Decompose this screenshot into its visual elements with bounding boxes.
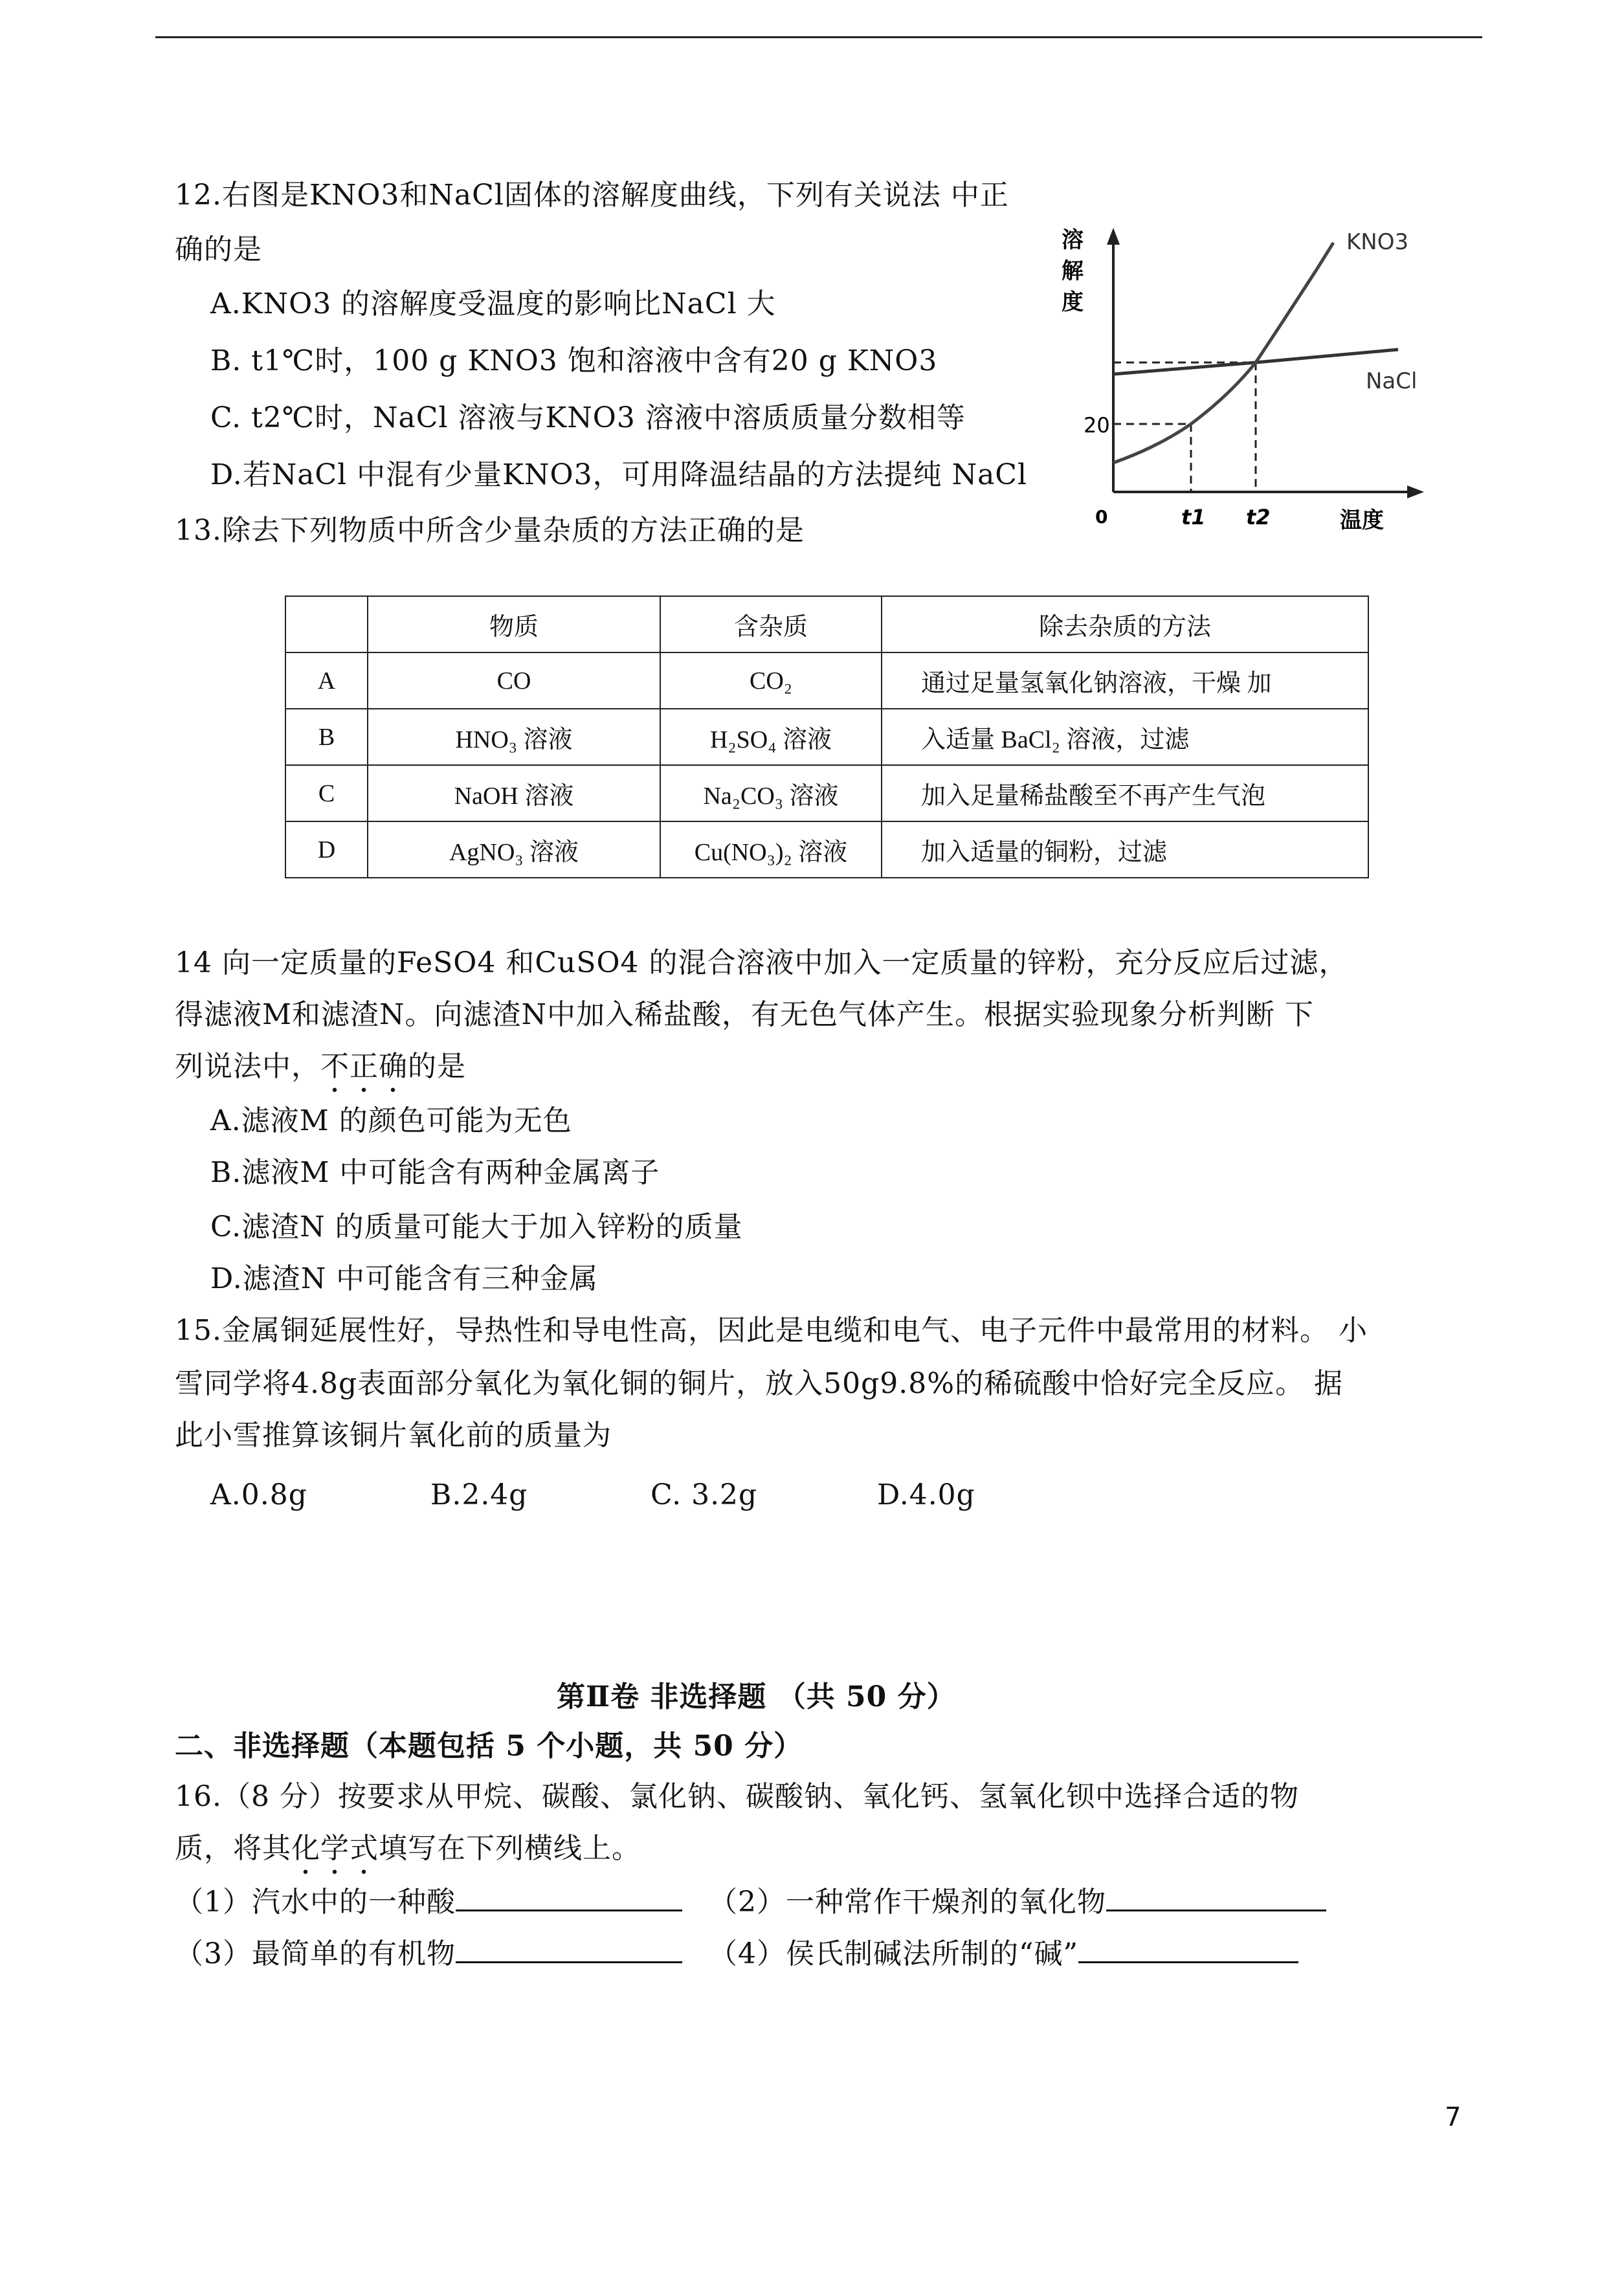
y-tick-20: 20 <box>1084 413 1110 438</box>
section-title: 第Ⅱ卷 非选择题 （共 50 分） <box>557 1680 956 1713</box>
table-cell: H₂SO₄ 溶液 <box>660 709 882 765</box>
y-axis-arrow <box>1107 228 1120 245</box>
q14-line3-pre: 列说法中， <box>175 1050 320 1083</box>
series-kno3-curve-tail <box>1317 243 1333 269</box>
q13-title: 13.除去下列物质中所含少量杂质的方法正确的是 <box>175 514 805 547</box>
q16-item-4-label: （4）侯氏制碱法所制的“碱” <box>709 1937 1078 1970</box>
table-row <box>285 652 1368 709</box>
table-cell: NaOH 溶液 <box>368 765 660 821</box>
q12-line1: 12.右图是KNO3和NaCl固体的溶解度曲线，下列有关说法 中正 <box>175 179 1009 212</box>
q14-option-a: A.滤液M 的颜色可能为无色 <box>210 1104 572 1137</box>
q14-line2: 得滤液M和滤渣N。向滤渣N中加入稀盐酸，有无色气体产生。根据实验现象分析判断 下 <box>175 998 1315 1031</box>
answer-blank[interactable] <box>456 1933 682 1963</box>
legend-nacl: NaCl <box>1366 368 1418 394</box>
y-label-1: 溶 <box>1062 227 1084 253</box>
q16-item-1-label: （1）汽水中的一种酸 <box>175 1886 456 1919</box>
y-label-3: 度 <box>1062 289 1084 315</box>
table-cell: 入适量 BaCl₂ 溶液，过滤 <box>882 709 1368 765</box>
q14-emphasis: 不正确 <box>320 1050 408 1083</box>
q15-option-b: B.2.4g <box>430 1478 528 1511</box>
q16-line2-pre: 质，将其 <box>175 1832 291 1865</box>
table-cell: 加入足量稀盐酸至不再产生气泡 <box>882 765 1368 821</box>
q16-line2 <box>175 1829 641 1881</box>
x-tick-t1: t1 <box>1181 505 1206 529</box>
header-cell <box>285 596 368 652</box>
q13-table <box>285 596 1369 878</box>
section-subtitle: 二、非选择题（本题包括 5 个小题，共 50 分） <box>175 1730 803 1763</box>
q16-line2-post: 填写在下列横线上。 <box>379 1832 641 1865</box>
q12-option-b: B. t1℃时，100 g KNO3 饱和溶液中含有20 g KNO3 <box>210 344 938 377</box>
q16-item-1 <box>175 1881 682 1922</box>
header-cell: 物质 <box>368 596 660 652</box>
q15-line1: 15.金属铜延展性好，导热性和导电性高，因此是电缆和电气、电子元件中最常用的材料。 小 <box>175 1314 1368 1347</box>
y-label-2: 解 <box>1062 258 1084 284</box>
x-axis-label: 温度 <box>1340 507 1384 533</box>
q16-item-2-label: （2）一种常作干燥剂的氧化物 <box>709 1886 1106 1919</box>
table-cell: CO <box>368 652 660 709</box>
page-number: 7 <box>1445 2102 1462 2132</box>
answer-blank[interactable] <box>1106 1881 1326 1911</box>
table-row <box>285 821 1368 878</box>
table-cell: 通过足量氢氧化钠溶液，干燥 加 <box>882 652 1368 709</box>
table-cell: HNO₃ 溶液 <box>368 709 660 765</box>
solubility-chart <box>1062 207 1437 544</box>
table-cell: C <box>285 765 368 821</box>
table-cell: A <box>285 652 368 709</box>
q14-option-d: D.滤渣N 中可能含有三种金属 <box>210 1262 599 1295</box>
q16-line1: 16.（8 分）按要求从甲烷、碳酸、氯化钠、碳酸钠、氧化钙、氢氧化钡中选择合适的物 <box>175 1780 1299 1813</box>
table-cell: Cu(NO₃)₂ 溶液 <box>660 821 882 878</box>
header-cell: 除去杂质的方法 <box>882 596 1368 652</box>
q16-item-3-label: （3）最简单的有机物 <box>175 1937 456 1970</box>
table-cell: CO₂ <box>660 652 882 709</box>
x-axis-arrow <box>1407 485 1424 498</box>
q14-line3-post: 的是 <box>408 1050 466 1083</box>
header-rule <box>155 36 1482 38</box>
q15-option-c: C. 3.2g <box>651 1478 758 1511</box>
q15-line3: 此小雪推算该铜片氧化前的质量为 <box>175 1419 612 1452</box>
q16-item-3 <box>175 1933 682 1974</box>
header-cell: 含杂质 <box>660 596 882 652</box>
q14-option-b: B.滤液M 中可能含有两种金属离子 <box>210 1156 660 1189</box>
table-row <box>285 765 1368 821</box>
q12-option-c: C. t2℃时，NaCl 溶液与KNO3 溶液中溶质质量分数相等 <box>210 401 966 434</box>
q15-option-d: D.4.0g <box>877 1478 975 1511</box>
q16-emphasis: 化学式 <box>291 1832 379 1865</box>
answer-blank[interactable] <box>1078 1933 1298 1963</box>
table-cell: Na₂CO₃ 溶液 <box>660 765 882 821</box>
legend-kno3: KNO3 <box>1346 229 1409 255</box>
origin-label: 0 <box>1095 506 1108 528</box>
x-tick-t2: t2 <box>1246 505 1271 529</box>
q15-line2: 雪同学将4.8g表面部分氧化为氧化铜的铜片，放入50g9.8%的稀硫酸中恰好完全反应。 据 <box>175 1367 1344 1400</box>
q14-option-c: C.滤渣N 的质量可能大于加入锌粉的质量 <box>210 1210 743 1243</box>
table-cell: D <box>285 821 368 878</box>
q12-option-d: D.若NaCl 中混有少量KNO3，可用降温结晶的方法提纯 NaCl <box>210 458 1028 491</box>
q12-option-a: A.KNO3 的溶解度受温度的影响比NaCl 大 <box>210 287 776 320</box>
q14-line1: 14 向一定质量的FeSO4 和CuSO4 的混合溶液中加入一定质量的锌粉，充分反应后过滤， <box>175 946 1348 979</box>
table-cell: B <box>285 709 368 765</box>
table-cell: AgNO₃ 溶液 <box>368 821 660 878</box>
answer-blank[interactable] <box>456 1881 682 1911</box>
table-header-row <box>285 596 1368 652</box>
table-cell: 加入适量的铜粉，过滤 <box>882 821 1368 878</box>
q16-item-2 <box>709 1881 1326 1922</box>
q15-option-a: A.0.8g <box>210 1478 307 1511</box>
table-row <box>285 709 1368 765</box>
q12-line2: 确的是 <box>175 233 262 266</box>
q14-line3 <box>175 1047 466 1099</box>
q16-item-4 <box>709 1933 1298 1974</box>
